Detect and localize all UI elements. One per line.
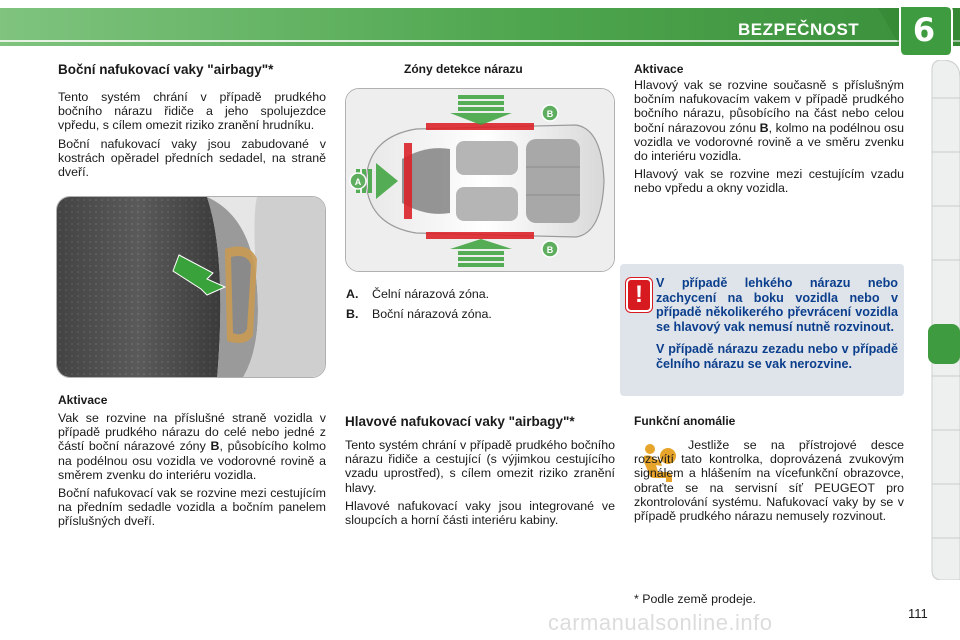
page-number: 111 [908,606,928,621]
warning-text-1: V případě lehkého nárazu nebo zachycení na boku vozidla nebo v případě několikerého převrácení vozidla se hlavový vak nemusí nutně rozvinout. [656,276,898,334]
zone-label-a: A [354,177,362,187]
left-activation-text-2: Boční nafukovací vak se rozvine mezi cestujícím na předním sedadle vozidla a bočním panelem příslušných dveří. [58,486,326,529]
section-title: BEZPEČNOST [738,20,860,39]
warning-box [620,264,904,396]
zone-legend-a: A. Čelní nárazová zóna. [346,287,490,301]
side-airbags-activation [58,393,326,533]
left-activation-text-1: Vak se rozvine na příslušné straně vozidla v případě prudkého nárazu do celé nebo jedné z částí boční nárazové zóny B, působícího kolmo na podélnou osu vozidla ve vodorovné rovině a směrem zvenku do interiéru vozidla. [58,411,326,482]
side-airbags-section [58,62,326,183]
zones-legend [346,284,616,324]
right-activation-text-1: Hlavový vak se rozvine současně s příslušným bočním nafukovacím vakem v případě prudkého bočního nárazu, působícího na část nebo celou boční nárazovou zónu B, kolmo na podélnou osu vozidla ve vodorovné rovině a ve směru zvenku do interiéru vozidla. [634,78,904,164]
head-airbags-text-1: Tento systém chrání v případě prudkého bočního nárazu řidiče a cestující (s výjimkou cestujícího vzadu uprostřed), s cílem omezit riziko zranění hlavy. [345,438,615,495]
zone-legend-b: B. Boční nárazová zóna. [346,307,492,321]
right-activation-heading: Aktivace [634,62,684,76]
side-airbags-intro-2: Boční nafukovací vaky jsou zabudované v kostrách opěradel předních sedadel, na straně dveří. [58,136,326,180]
head-airbags-heading: Hlavové nafukovací vaky "airbagy"* [345,414,575,429]
right-activation-text-2: Hlavový vak se rozvine mezi cestujícím vzadu nebo vpředu a okny vozidla. [634,167,904,196]
left-activation-heading: Aktivace [58,393,108,407]
warning-text-2: V případě nárazu zezadu nebo v případě čelního nárazu se vak nerozvine. [656,342,898,371]
impact-zones-diagram [345,88,615,272]
chapter-number: 6 [912,11,936,49]
side-airbags-intro-1: Tento systém chrání v případě prudkého bočního nárazu řidiče a jeho spolujezdce vpředu, s cílem omezit riziko zranění hrudníku. [58,90,326,133]
side-airbags-heading: Boční nafukovací vaky "airbagy"* [58,62,274,77]
chapter-tab-strip[interactable] [928,60,960,580]
warning-exclamation-icon: ! [626,278,652,312]
seat-airbag-illustration [56,196,326,378]
zones-title: Zóny detekce nárazu [404,62,523,76]
footnote: * Podle země prodeje. [634,592,756,606]
warning-text [656,276,898,380]
head-airbags-section [345,414,615,531]
head-airbags-text-2: Hlavové nafukovací vaky jsou integrované ve sloupcích a horní části interiéru kabiny. [345,498,615,528]
malfunction-text: Jestliže se na přístrojové desce rozsvítí tato kontrolka, doprovázená zvukovým signálem a hlášením na vícefunkční obrazovce, obraťte se na servisní síť PEUGEOT pro zkontrolování systému. Nafukovací vaky by se v případě prudkého nárazu nemusely rozvinout. [634,438,904,524]
malfunction-section [634,438,904,527]
zone-label-b-top: B [546,109,554,119]
watermark: carmanualsonline.info [548,610,773,635]
malfunction-heading: Funkční anomálie [634,414,736,428]
zone-label-b-bottom: B [546,245,554,255]
head-airbags-activation [634,62,904,200]
